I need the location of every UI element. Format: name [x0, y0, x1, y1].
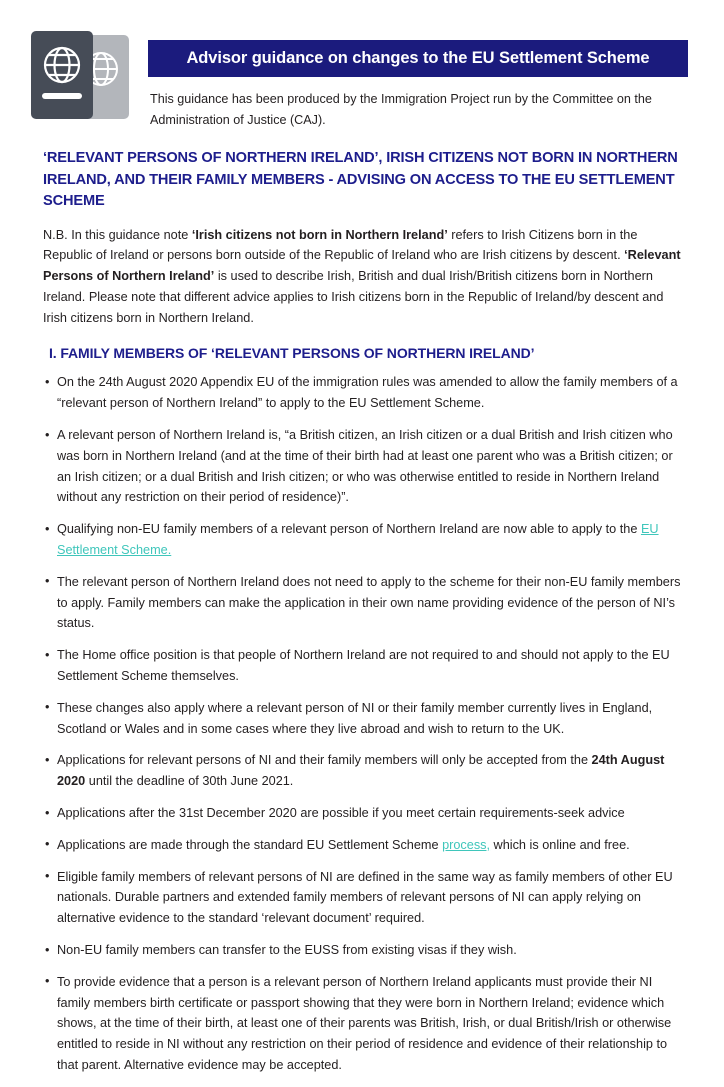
bullet-definition-relevant-person: [43, 425, 688, 508]
main-heading: ‘RELEVANT PERSONS OF NORTHERN IRELAND’, IRISH CITIZENS NOT BORN IN NORTHERN IRELAND, AND THEIR FAMILY MEMBERS - ADVISING ON ACCESS TO THE EU SETTLEMENT SCHEME: [43, 150, 678, 209]
bullet-transfer-from-visas: [43, 940, 688, 961]
bullet-standard-process: [43, 835, 688, 856]
nb-bold-irish-citizens: ‘Irish citizens not born in Northern Ireland’: [191, 227, 448, 242]
inline-text: Eligible family members of relevant persons of NI are defined in the same way as family members of other EU nationals. Durable partners and extended family members of relevant persons of NI can apply relying on alternative evidence to the standard ‘relevant document’ required.: [57, 869, 673, 926]
page-title-plain: Advisor guidance on changes to the: [186, 49, 472, 67]
inline-text: The Home office position is that people of Northern Ireland are not required to and should not apply to the EU Settlement Scheme themselves.: [57, 648, 670, 684]
inline-text: which is online and free.: [490, 837, 630, 852]
inline-link[interactable]: process,: [442, 837, 491, 852]
bullet-no-need-to-apply: [43, 572, 688, 634]
inline-text: The relevant person of Northern Ireland does not need to apply to the scheme for their non-EU family members to apply. Family members can make the application in their own name providing evidence of the person of NI’s status.: [57, 574, 681, 631]
document-header: [0, 0, 724, 140]
bullet-appendix-eu-amendment: [43, 372, 688, 414]
passport-stack-icon: [27, 29, 135, 127]
title-banner: [148, 40, 688, 77]
page-title-emphasis: EU Settlement Scheme: [471, 49, 650, 67]
inline-text: until the deadline of 30th June 2021.: [85, 774, 294, 789]
intro-paragraph: This guidance has been produced by the Immigration Project run by the Committee on the Administration of Justice (CAJ).: [150, 92, 652, 127]
section-heading-family-members: I. FAMILY MEMBERS OF ‘RELEVANT PERSONS OF NORTHERN IRELAND’: [49, 345, 535, 362]
inline-text: Non-EU family members can transfer to the EUSS from existing visas if they wish.: [57, 943, 517, 958]
nb-part-3: is used to describe Irish, British and dual Irish/British citizens born in Northern Ireland. Please note that different advice applies to Irish citizens born in the Republic of Ireland/by descent and Irish citizens born in Northern Ireland.: [43, 269, 664, 325]
bullet-england-scotland-wales: [43, 698, 688, 740]
inline-text: To provide evidence that a person is a relevant person of Northern Ireland applicants must provide their NI family members birth certificate or passport showing that they were born in Northern Ireland; evidence which shows, at the time of their birth, at least one of their parents was British, Irish, or dual British/Irish or otherwise entitled to reside in NI without any restriction on their period of residence and evidence of their relationship to that parent. Alternative evidence may be accepted.: [57, 974, 672, 1072]
bullet-home-office-position: [43, 645, 688, 687]
nb-bold-relevant-persons: ‘Relevant Persons of Northern Ireland’: [43, 248, 681, 284]
document-body: [43, 148, 688, 1087]
bullet-application-window: [43, 750, 688, 792]
bullet-eligible-family-members: [43, 867, 688, 929]
inline-bold-text: 24th August 2020: [57, 753, 665, 789]
page-title: [186, 49, 649, 68]
inline-link[interactable]: EU Settlement Scheme.: [57, 522, 659, 558]
inline-text: Applications after the 31st December 2020 are possible if you meet certain requirements-seek advice: [57, 806, 625, 821]
nb-part-1: N.B. In this guidance note: [43, 227, 192, 242]
nb-part-2: refers to Irish Citizens born in the Republic of Ireland or persons born outside of the Republic of Ireland who are Irish citizens by descent.: [43, 227, 638, 263]
inline-text: Qualifying non-EU family members of a relevant person of Northern Ireland are now able to apply to the: [57, 522, 641, 537]
inline-text: On the 24th August 2020 Appendix EU of the immigration rules was amended to allow the family members of a “relevant person of Northern Ireland” to apply to the EU Settlement Scheme.: [57, 375, 678, 411]
nb-paragraph: [43, 225, 688, 329]
guidance-bullet-list: [43, 372, 688, 1075]
bullet-after-december-2020: [43, 803, 688, 824]
inline-text: Applications are made through the standard EU Settlement Scheme: [57, 837, 443, 852]
inline-text: A relevant person of Northern Ireland is, “a British citizen, an Irish citizen or a dual British and Irish citizen who was born in Northern Ireland (and at the time of their birth had at least one parent who was a British citizen; or an Irish citizen; or a dual British and Irish citizen; or who was otherwise entitled to reside in Northern Ireland without any restriction on their period of residence)”.: [57, 428, 673, 505]
bullet-non-eu-family-can-apply: [43, 519, 688, 561]
inline-text: These changes also apply where a relevant person of NI or their family member currently lives in England, Scotland or Wales and in some cases where they live abroad and wish to return to the UK.: [57, 700, 653, 736]
inline-text: Applications for relevant persons of NI and their family members will only be accepted from the: [57, 753, 592, 768]
